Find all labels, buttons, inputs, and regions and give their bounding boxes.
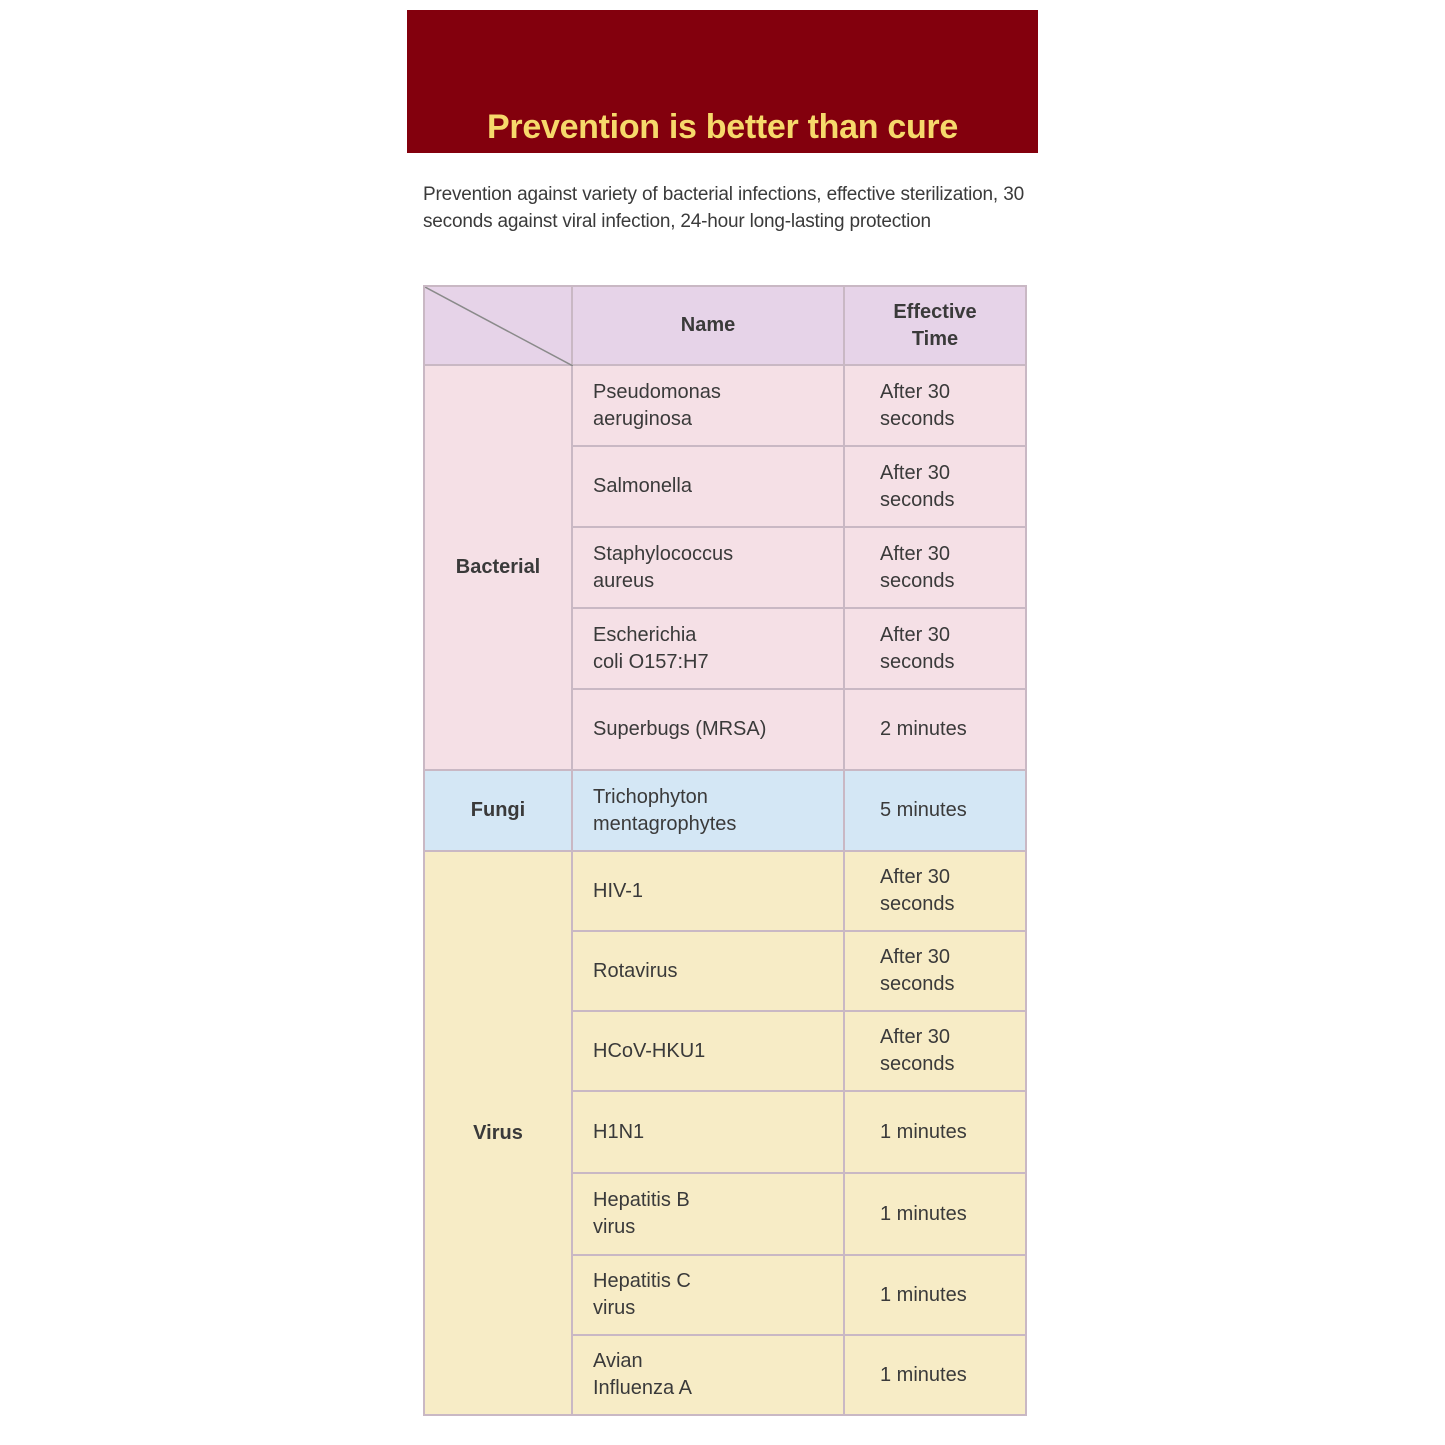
organism-name-cell: Staphylococcus aureus <box>572 527 844 608</box>
organism-name-cell: Superbugs (MRSA) <box>572 689 844 770</box>
effective-time-cell: 2 minutes <box>844 689 1026 770</box>
effective-time-cell: After 30 seconds <box>844 851 1026 931</box>
category-cell-fungi: Fungi <box>424 770 572 851</box>
table-row <box>424 770 1026 851</box>
effective-time-cell: After 30 seconds <box>844 931 1026 1011</box>
organism-name-cell: Hepatitis B virus <box>572 1173 844 1255</box>
column-header-name: Name <box>572 286 844 365</box>
organism-name-cell: HCoV-HKU1 <box>572 1011 844 1091</box>
effective-time-cell: 1 minutes <box>844 1335 1026 1415</box>
title-banner <box>407 10 1038 153</box>
page-title: Prevention is better than cure <box>487 108 958 146</box>
effective-time-cell: After 30 seconds <box>844 1011 1026 1091</box>
effective-time-cell: 5 minutes <box>844 770 1026 851</box>
organism-name-cell: Hepatitis C virus <box>572 1255 844 1335</box>
organism-name-cell: H1N1 <box>572 1091 844 1173</box>
effective-time-cell: After 30 seconds <box>844 446 1026 527</box>
category-cell-bacterial: Bacterial <box>424 365 572 770</box>
table-row <box>424 851 1026 931</box>
organism-name-cell: HIV-1 <box>572 851 844 931</box>
table-header-row <box>424 286 1026 365</box>
effective-time-cell: 1 minutes <box>844 1091 1026 1173</box>
effective-time-cell: After 30 seconds <box>844 365 1026 446</box>
column-header-time: Effective Time <box>844 286 1026 365</box>
table-body <box>424 365 1026 1415</box>
organism-name-cell: Rotavirus <box>572 931 844 1011</box>
effective-time-cell: 1 minutes <box>844 1255 1026 1335</box>
effective-time-cell: After 30 seconds <box>844 608 1026 689</box>
effectiveness-table <box>423 285 1027 1416</box>
organism-name-cell: Trichophyton mentagrophytes <box>572 770 844 851</box>
table-row <box>424 365 1026 446</box>
organism-name-cell: Avian Influenza A <box>572 1335 844 1415</box>
intro-paragraph: Prevention against variety of bacterial infections, effective sterilization, 30 seconds against viral infection, 24-hour long-lasting protection <box>423 184 1024 232</box>
effective-time-cell: 1 minutes <box>844 1173 1026 1255</box>
organism-name-cell: Salmonella <box>572 446 844 527</box>
diagonal-divider <box>425 287 573 366</box>
organism-name-cell: Escherichia coli O157:H7 <box>572 608 844 689</box>
effective-time-cell: After 30 seconds <box>844 527 1026 608</box>
category-cell-virus: Virus <box>424 851 572 1415</box>
corner-cell <box>424 286 572 365</box>
organism-name-cell: Pseudomonas aeruginosa <box>572 365 844 446</box>
